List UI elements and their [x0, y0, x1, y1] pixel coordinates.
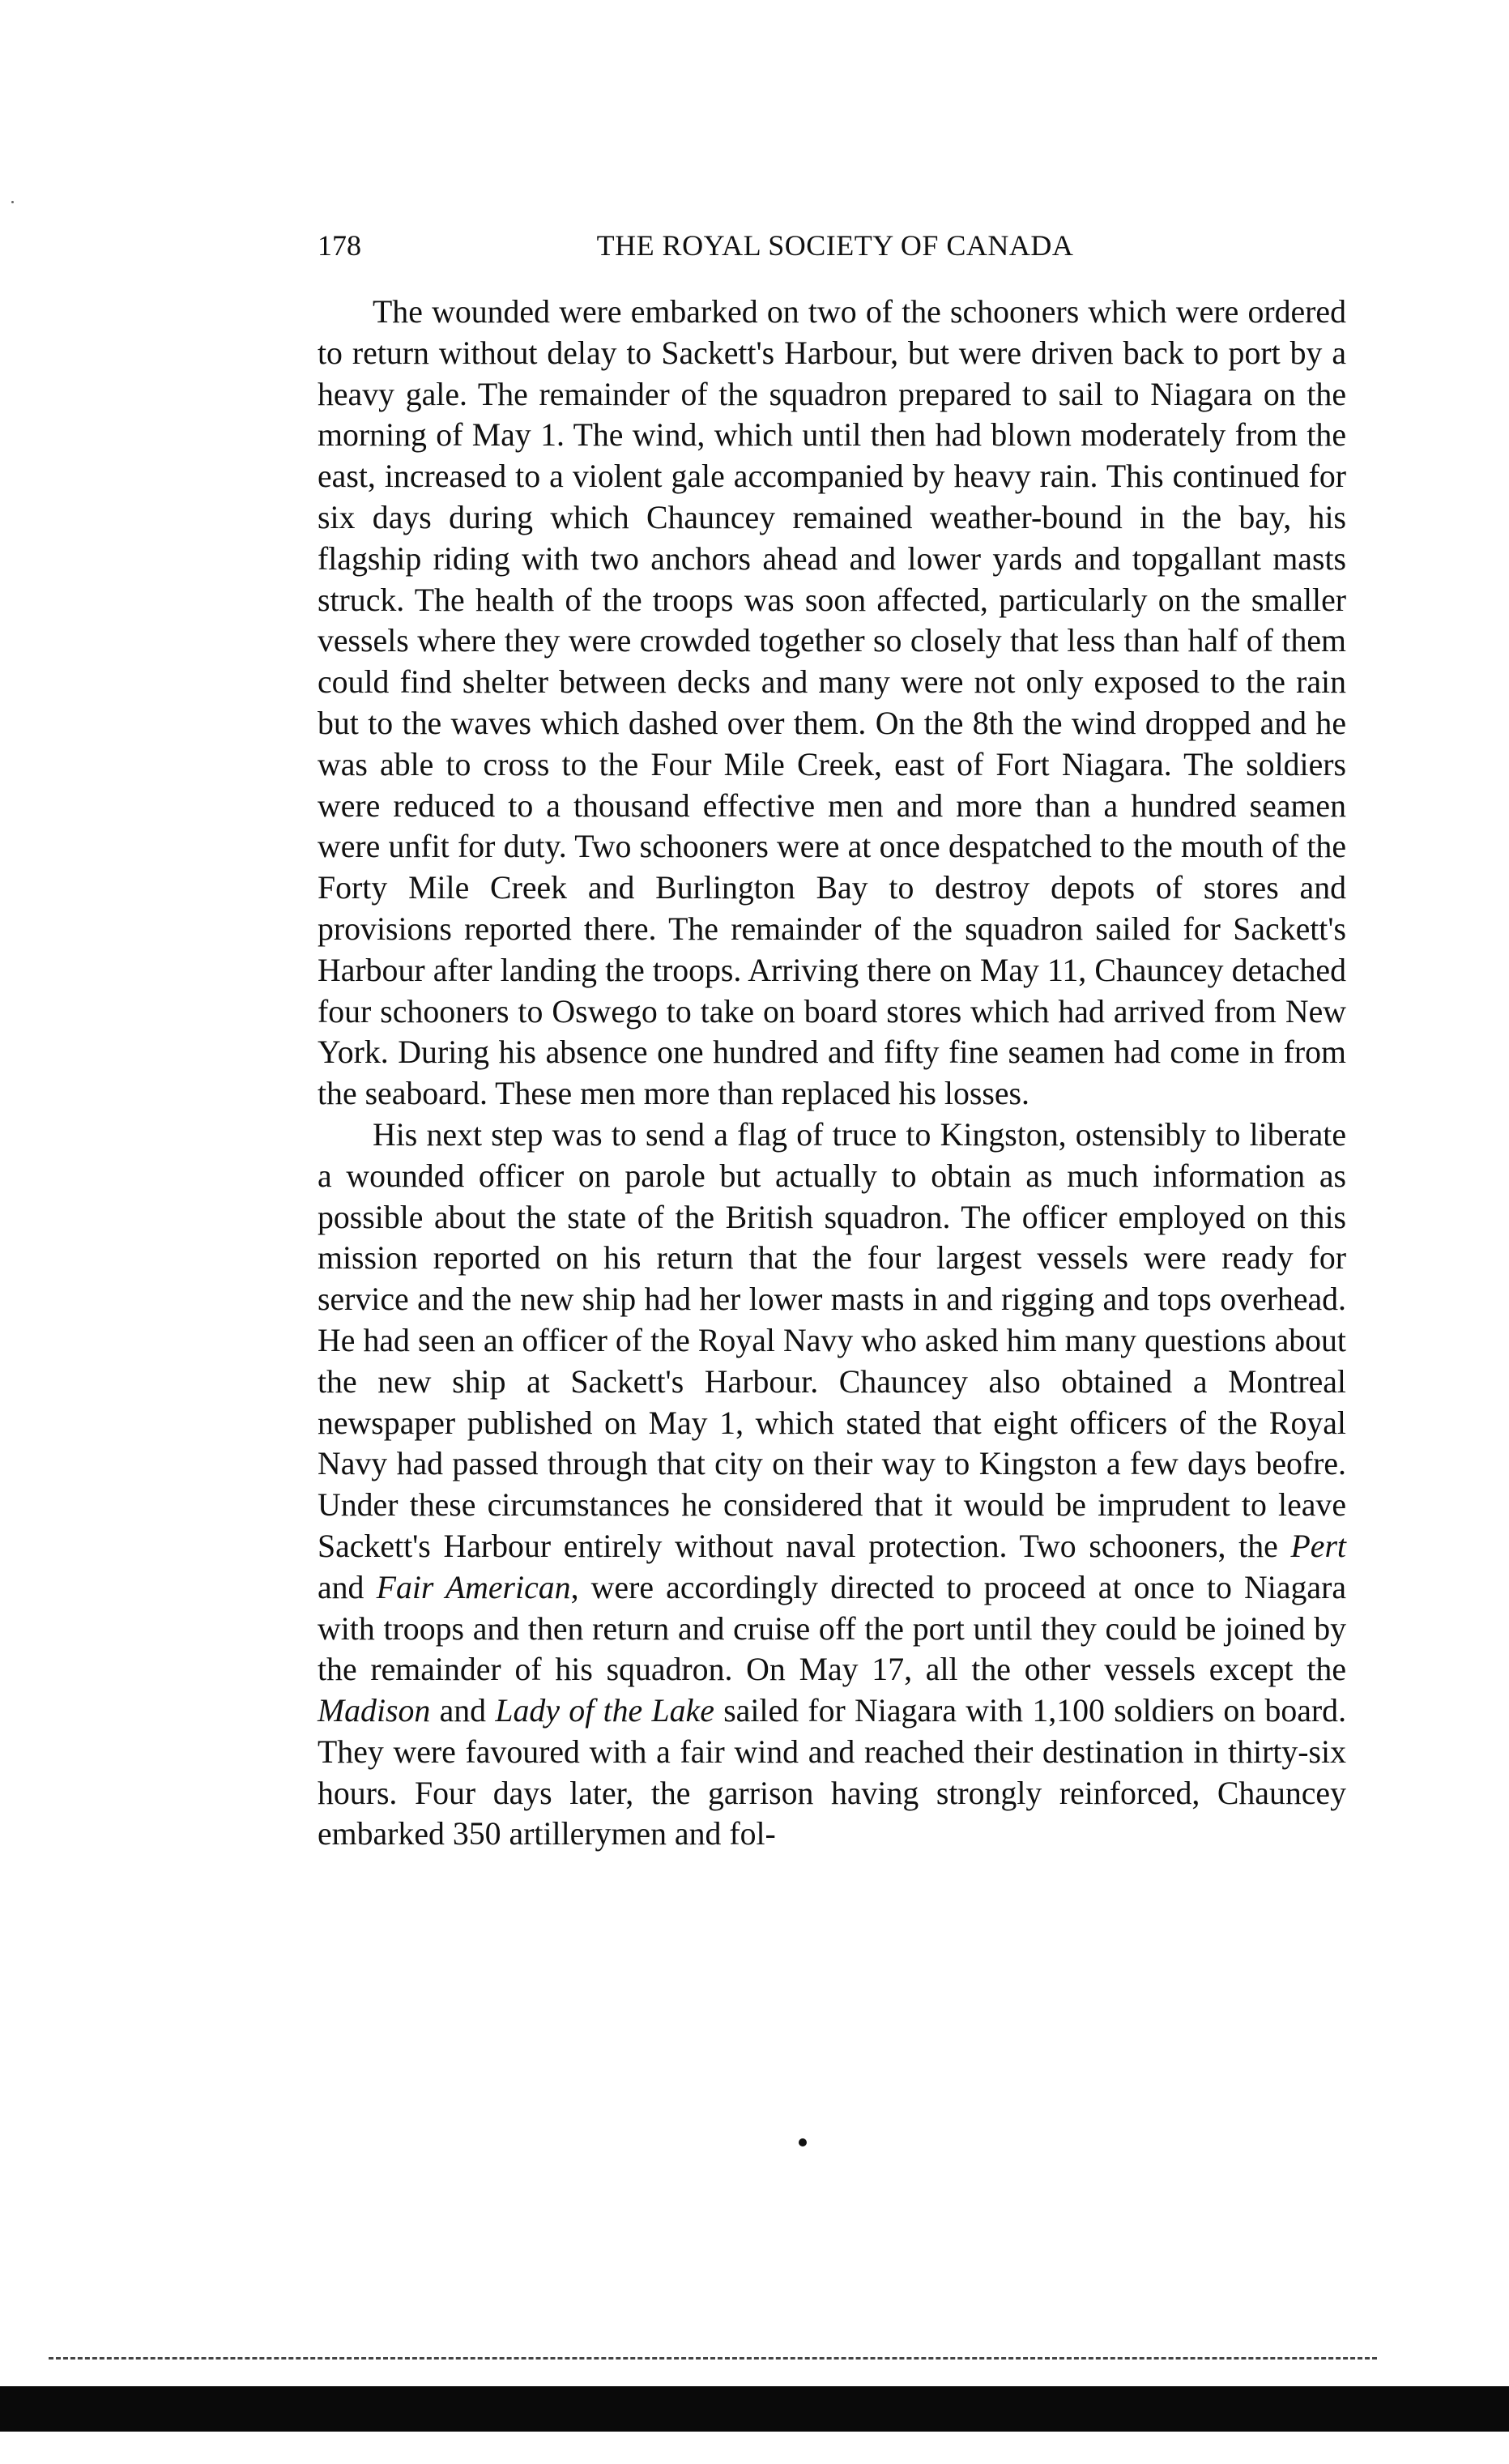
- ship-name-madison: Madison: [318, 1693, 431, 1729]
- paragraph-1: [318, 292, 1346, 1115]
- paragraph-2-text: and: [318, 1569, 377, 1605]
- footer-dot: [799, 2138, 807, 2146]
- paragraph-2-text: His next step was to send a flag of truce to Kingston, ostensibly to liberate a wounded officer on parole but actually to obtain as much information as possible about the state of the British squadron. The officer employed on this mission reported on his return that the four largest vessels were ready for service and the new ship had her lower masts in and rigging and tops overhead. He had seen an officer of the Royal Navy who asked him many questions about the new ship at Sackett's Harbour. Chauncey also obtained a Montreal newspaper published on May 1, which stated that eight officers of the Royal Navy had passed through that city on their way to Kingston a few days beofre. Under these circumstances he considered that it would be imprudent to leave Sackett's Harbour entirely without naval protection. Two schooners, the: [318, 1116, 1346, 1564]
- running-head: [318, 225, 1346, 266]
- page-number: 178: [318, 229, 361, 262]
- bottom-dashed-rule: [49, 2357, 1377, 2360]
- ship-name-pert: Pert: [1290, 1528, 1346, 1564]
- paragraph-2-text: sailed for Niagara with 1,100 soldiers on board. They were favoured with a fair wind and reached their destination in thirty-six hours. Four days later, the garrison having strongly reinforced, Chauncey embarked 350 artillerymen and fol-: [318, 1693, 1347, 1852]
- paragraph-1-text: The wounded were embarked on two of the schooners which were ordered to return without delay to Sackett's Harbour, but were driven back to port by a heavy gale. The remainder of the squadron prepared to sail to Niagara on the morning of May 1. The wind, which until then had blown moderately from the east, increased to a violent gale accompanied by heavy rain. This continued for six days during which Chauncey remained weather-bound in the bay, his flagship riding with two anchors ahead and lower yards and topgallant masts struck. The health of the troops was soon affected, particularly on the smaller vessels where they were crowded together so closely that less than half of them could find shelter between decks and many were not only exposed to the rain but to the waves which dashed over them. On the 8th the wind dropped and he was able to cross to the Four Mile Creek, east of Fort Niagara. The soldiers were reduced to a thousand effective men and more than a hundred seamen were unfit for duty. Two schooners were at once despatched to the mouth of the Forty Mile Creek and Burlington Bay to destroy depots of stores and provisions reported there. The remainder of the squadron sailed for Sackett's Harbour after landing the troops. Arriving there on May 11, Chauncey detached four schooners to Oswego to take on board stores which had arrived from New York. During his absence one hundred and fifty fine seamen had come in from the seaboard. These men more than replaced his losses.: [318, 294, 1346, 1112]
- body-text: [318, 292, 1346, 1855]
- paragraph-2-text: and: [430, 1693, 496, 1729]
- ship-name-lady-of-the-lake: Lady of the Lake: [495, 1693, 714, 1729]
- running-head-title: THE ROYAL SOCIETY OF CANADA: [596, 229, 1074, 262]
- scan-speck: [11, 201, 14, 203]
- paragraph-2: [318, 1115, 1346, 1855]
- paragraph-2-text: , were accordingly directed to proceed at once to Niagara with troops and then return and cruise off the port until they could be joined by the remainder of his squadron. On May 17, all the other vessels except the: [318, 1569, 1346, 1688]
- bottom-scan-bar: [0, 2386, 1509, 2432]
- ship-name-fair-american: Fair American: [376, 1569, 571, 1605]
